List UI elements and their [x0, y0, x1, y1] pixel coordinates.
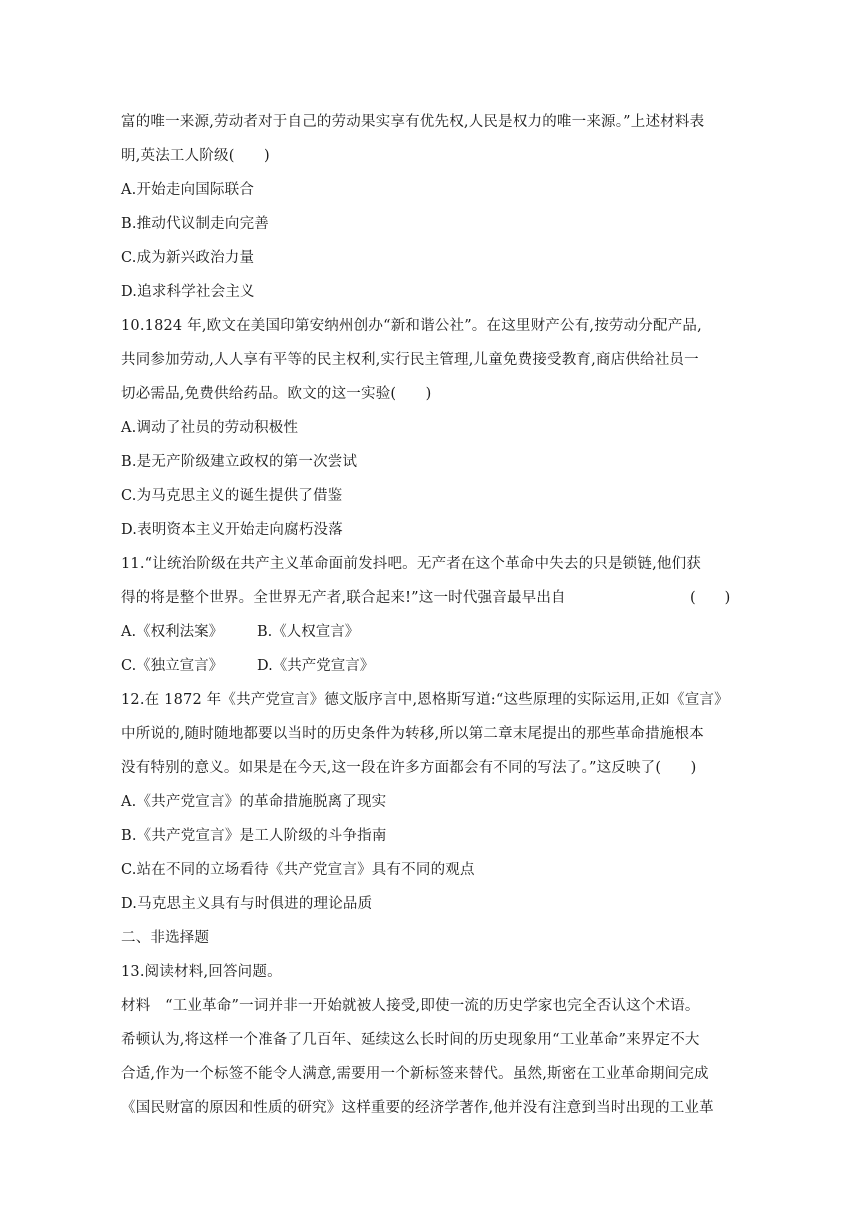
q12-line-1: 12.在 1872 年《共产党宣言》德文版序言中,恩格斯写道:“这些原理的实际运用,正如《宣言》	[121, 692, 729, 708]
q10-line-1: 10.1824 年,欧文在美国印第安纳州创办“新和谐公社”。在这里财产公有,按劳动分配产品,	[121, 318, 702, 334]
q13-material-line-3: 合适,作为一个标签不能令人满意,需要用一个新标签来替代。虽然,斯密在工业革命期间完成	[121, 1066, 709, 1082]
q12-option-c: C.站在不同的立场看待《共产党宣言》具有不同的观点	[121, 862, 475, 878]
q13-material-line-4: 《国民财富的原因和性质的研究》这样重要的经济学著作,他并没有注意到当时出现的工业革	[121, 1100, 714, 1116]
q9-option-b: B.推动代议制走向完善	[121, 216, 269, 232]
q9-option-a: A.开始走向国际联合	[121, 182, 255, 198]
q13-material-line-1: 材料 “工业革命”一词并非一开始就被人接受,即使一流的历史学家也完全否认这个术语。	[121, 998, 700, 1014]
q11-option-d: D.《共产党宣言》	[257, 658, 375, 674]
q13-stem: 13.阅读材料,回答问题。	[121, 964, 282, 980]
section-heading: 二、非选择题	[121, 930, 210, 946]
q9-option-c: C.成为新兴政治力量	[121, 250, 255, 266]
q10-line-3: 切必需品,免费供给药品。欧文的这一实验( )	[121, 386, 432, 402]
q11-option-a: A.《权利法案》	[121, 624, 224, 640]
q10-option-d: D.表明资本主义开始走向腐朽没落	[121, 522, 343, 538]
q11-line-1: 11.“让统治阶级在共产主义革命面前发抖吧。无产者在这个革命中失去的只是锁链,他们获	[121, 556, 701, 572]
q12-line-2: 中所说的,随时随地都要以当时的历史条件为转移,所以第二章末尾提出的那些革命措施根本	[121, 726, 704, 742]
q11-option-b: B.《人权宣言》	[257, 624, 360, 640]
q12-line-3: 没有特别的意义。如果是在今天,这一段在许多方面都会有不同的写法了。”这反映了( )	[121, 760, 697, 776]
q10-option-b: B.是无产阶级建立政权的第一次尝试	[121, 454, 358, 470]
q9-line-1: 富的唯一来源,劳动者对于自己的劳动果实享有优先权,人民是权力的唯一来源。”上述材料表	[121, 114, 705, 130]
q11-answer-blank: ( )	[690, 590, 731, 606]
q11-line-2: 得的将是整个世界。全世界无产者,联合起来!”这一时代强音最早出自	[121, 590, 566, 606]
q11-option-c: C.《独立宣言》	[121, 658, 224, 674]
q10-option-c: C.为马克思主义的诞生提供了借鉴	[121, 488, 343, 504]
q10-line-2: 共同参加劳动,人人享有平等的民主权利,实行民主管理,儿童免费接受教育,商店供给社员一	[121, 352, 699, 368]
q12-option-d: D.马克思主义具有与时俱进的理论品质	[121, 896, 373, 912]
q12-option-a: A.《共产党宣言》的革命措施脱离了现实	[121, 794, 387, 810]
q9-line-2: 明,英法工人阶级( )	[121, 148, 270, 164]
q10-option-a: A.调动了社员的劳动积极性	[121, 420, 299, 436]
q11-options-row-1	[121, 622, 359, 642]
q13-material-line-2: 希顿认为,将这样一个准备了几百年、延续这么长时间的历史现象用“工业革命”来界定不大	[121, 1032, 700, 1048]
q12-option-b: B.《共产党宣言》是工人阶级的斗争指南	[121, 828, 387, 844]
q9-option-d: D.追求科学社会主义	[121, 284, 255, 300]
q11-options-row-2	[121, 656, 374, 676]
